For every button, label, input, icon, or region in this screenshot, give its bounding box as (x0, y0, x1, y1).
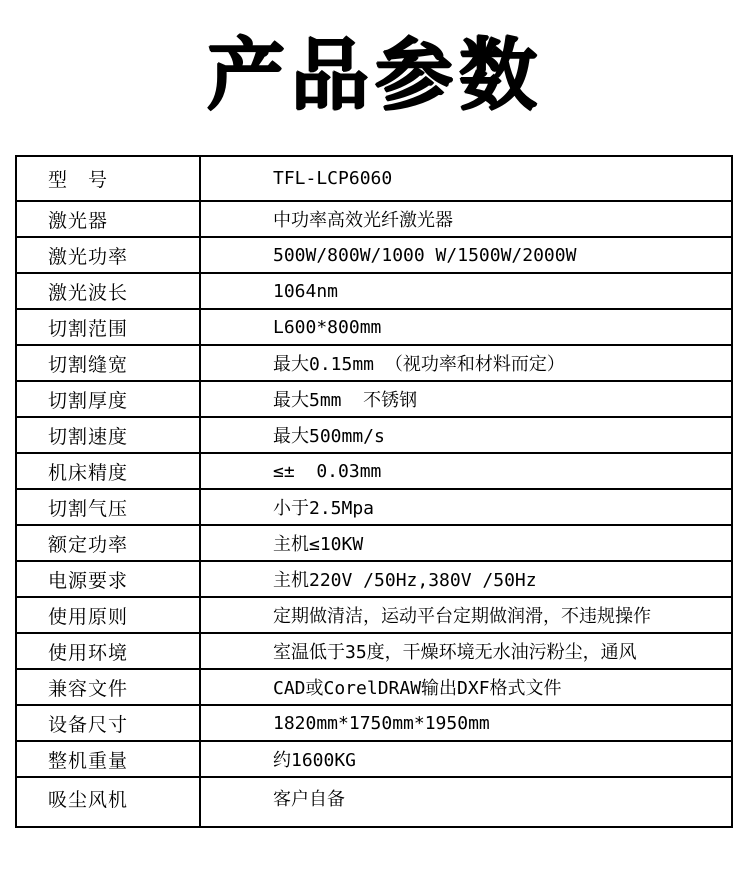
param-value: CAD或CorelDRAW输出DXF格式文件 (200, 669, 732, 705)
param-value: 小于2.5Mpa (200, 489, 732, 525)
param-value: 500W/800W/1000 W/1500W/2000W (200, 237, 732, 273)
table-row (16, 201, 732, 237)
param-label: 切割缝宽 (16, 345, 200, 381)
table-row (16, 345, 732, 381)
param-value: L600*800mm (200, 309, 732, 345)
param-value: 主机220V /50Hz,380V /50Hz (200, 561, 732, 597)
table-row (16, 561, 732, 597)
param-label: 切割厚度 (16, 381, 200, 417)
table-row (16, 525, 732, 561)
param-label: 使用环境 (16, 633, 200, 669)
table-row (16, 597, 732, 633)
param-label: 兼容文件 (16, 669, 200, 705)
param-value: 约1600KG (200, 741, 732, 777)
param-value: 1064nm (200, 273, 732, 309)
param-value: 中功率高效光纤激光器 (200, 201, 732, 237)
table-row (16, 237, 732, 273)
param-label: 切割速度 (16, 417, 200, 453)
table-row (16, 381, 732, 417)
param-label: 切割范围 (16, 309, 200, 345)
param-value: 1820mm*1750mm*1950mm (200, 705, 732, 741)
param-value: 客户自备 (200, 777, 732, 827)
table-row (16, 417, 732, 453)
param-value: 定期做清洁，运动平台定期做润滑，不违规操作 (200, 597, 732, 633)
spec-table (15, 155, 733, 828)
table-row (16, 273, 732, 309)
param-label: 吸尘风机 (16, 777, 200, 827)
table-row (16, 705, 732, 741)
param-label: 切割气压 (16, 489, 200, 525)
table-row (16, 777, 732, 827)
param-value: 最大5mm 不锈钢 (200, 381, 732, 417)
param-value: 最大0.15mm （视功率和材料而定） (200, 345, 732, 381)
table-row (16, 156, 732, 201)
param-value: ≤± 0.03mm (200, 453, 732, 489)
param-label: 激光器 (16, 201, 200, 237)
param-value: TFL-LCP6060 (200, 156, 732, 201)
param-value: 最大500mm/s (200, 417, 732, 453)
table-row (16, 633, 732, 669)
param-label: 整机重量 (16, 741, 200, 777)
param-label: 激光波长 (16, 273, 200, 309)
page-title: 产品参数 (206, 31, 543, 119)
param-label: 电源要求 (16, 561, 200, 597)
table-row (16, 309, 732, 345)
param-value: 室温低于35度，干燥环境无水油污粉尘，通风 (200, 633, 732, 669)
param-label: 机床精度 (16, 453, 200, 489)
param-value: 主机≤10KW (200, 525, 732, 561)
param-label: 设备尺寸 (16, 705, 200, 741)
table-row (16, 453, 732, 489)
param-label: 激光功率 (16, 237, 200, 273)
param-label: 额定功率 (16, 525, 200, 561)
table-row (16, 489, 732, 525)
param-label: 型 号 (16, 156, 200, 201)
param-label: 使用原则 (16, 597, 200, 633)
table-row (16, 669, 732, 705)
table-row (16, 741, 732, 777)
